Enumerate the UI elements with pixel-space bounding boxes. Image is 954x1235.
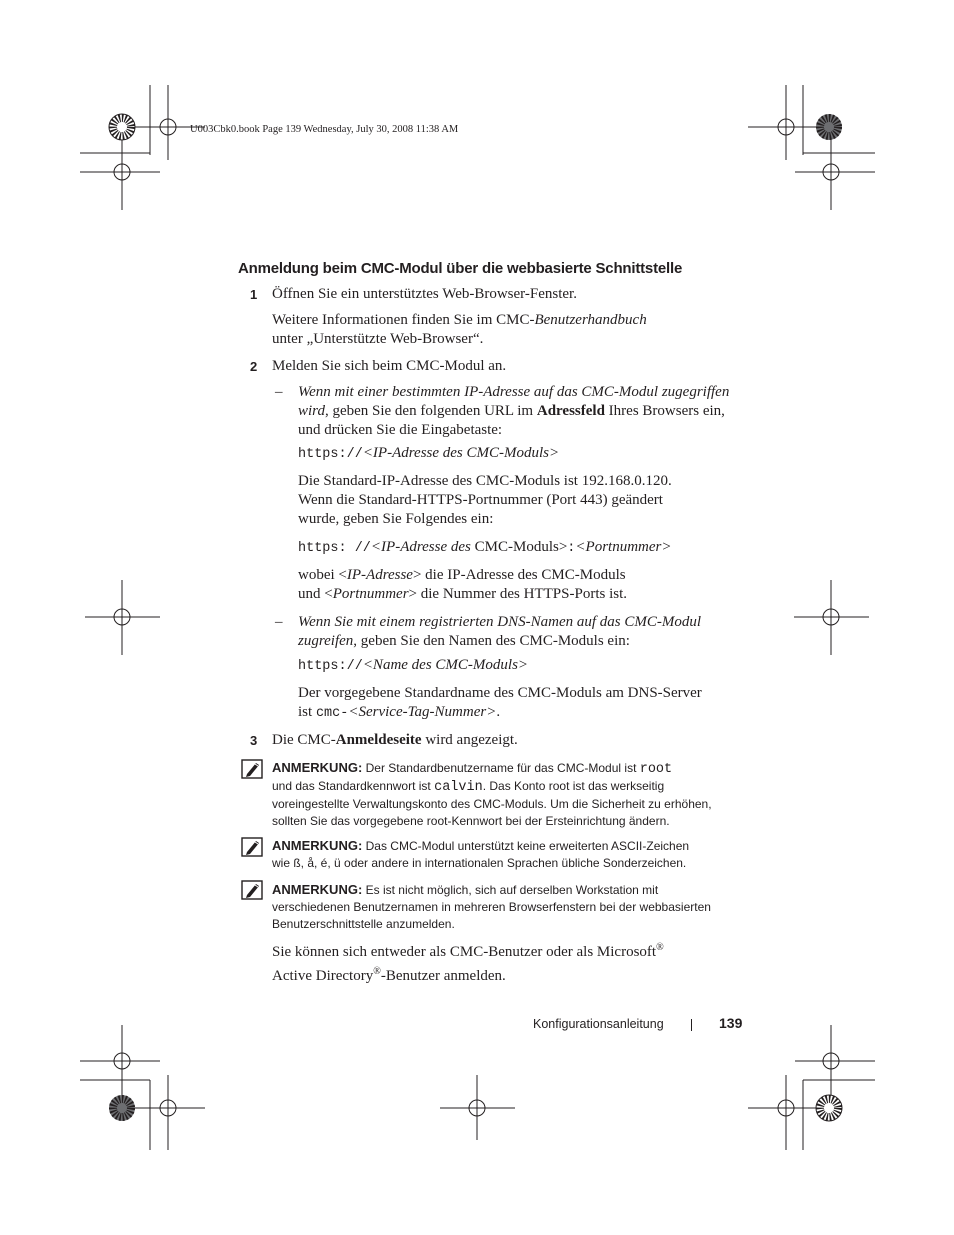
step-info: Weitere Informationen finden Sie im CMC-Benutzerhandbuch unter „Unterstützte Web-Browser“. (272, 312, 647, 347)
page-number: 139 (719, 1015, 743, 1031)
note-3: ANMERKUNG: Es ist nicht möglich, sich auf derselben Workstation mit verschiedenen Benutzernamen in mehreren Browserfenstern bei der webbasierten Benutzerschnittstelle anzumelden. (272, 882, 711, 931)
url-dns: https://<Name des CMC-Moduls> (298, 657, 529, 674)
bullet-ip-text: Wenn mit einer bestimmten IP-Adresse auf das CMC-Modul zugegriffen wird, geben Sie den folgenden URL im Adressfeld Ihres Browsers ein, und drücken Sie die Eingabetaste: (298, 384, 730, 438)
note-2: ANMERKUNG: Das CMC-Modul unterstützt keine erweiterten ASCII-Zeichen wie ß, å, é, ü oder andere in internationalen Sprachen übliche Sonderzeichen. (272, 838, 690, 870)
file-header: U003Cbk0.book Page 139 Wednesday, July 30, 2008 11:38 AM (190, 124, 459, 135)
step-number: 3 (250, 733, 258, 748)
step-number: 1 (250, 287, 258, 302)
note-pencil-icon (241, 759, 263, 779)
footer-separator (691, 1019, 692, 1031)
default-ip-info: Die Standard-IP-Adresse des CMC-Moduls ist 192.168.0.120. Wenn die Standard-HTTPS-Portnummer (Port 443) geändert wurde, geben Sie Folgendes ein: (298, 473, 672, 527)
bullet-dash: – (275, 614, 283, 630)
where-info: wobei <IP-Adresse> die IP-Adresse des CMC-Moduls und <Portnummer> die Nummer des HTTPS-Ports ist. (298, 567, 627, 602)
url-ip-port: https: //<IP-Adresse des CMC-Moduls>:<Portnummer> (298, 539, 672, 556)
default-dns-info: Der vorgegebene Standardname des CMC-Moduls am DNS-Server ist cmc-<Service-Tag-Nummer>. (298, 685, 702, 721)
step-text: Melden Sie sich beim CMC-Modul an. (272, 358, 507, 374)
step-number: 2 (250, 359, 258, 374)
url-ip: https://<IP-Adresse des CMC-Moduls> (298, 445, 560, 462)
section-title: Anmeldung beim CMC-Modul über die webbasierte Schnittstelle (238, 260, 683, 277)
bullet-dash: – (275, 384, 283, 400)
step-text: Öffnen Sie ein unterstütztes Web-Browser-Fenster. (272, 286, 577, 302)
note-pencil-icon (241, 837, 263, 857)
note-1: ANMERKUNG: Der Standardbenutzername für das CMC-Modul ist root und das Standardkennwort ist calvin. Das Konto root ist das werkseitig voreingestellte Verwaltungskonto des CMC-Moduls. Um die Sicherheit zu erhöhen, sollten Sie das vorgegebene root-Kennwort bei der Ersteinrichtung ändern. (272, 760, 712, 828)
closing-paragraph: Sie können sich entweder als CMC-Benutzer oder als Microsoft® Active Directory®-Benutzer anmelden. (272, 942, 664, 984)
note-pencil-icon (241, 880, 263, 900)
step-text: Die CMC-Anmeldeseite wird angezeigt. (272, 732, 518, 748)
bullet-dns-text: Wenn Sie mit einem registrierten DNS-Namen auf das CMC-Modul zugreifen, geben Sie den Namen des CMC-Moduls ein: (298, 614, 702, 649)
footer-chapter-label: Konfigurationsanleitung (533, 1017, 664, 1031)
